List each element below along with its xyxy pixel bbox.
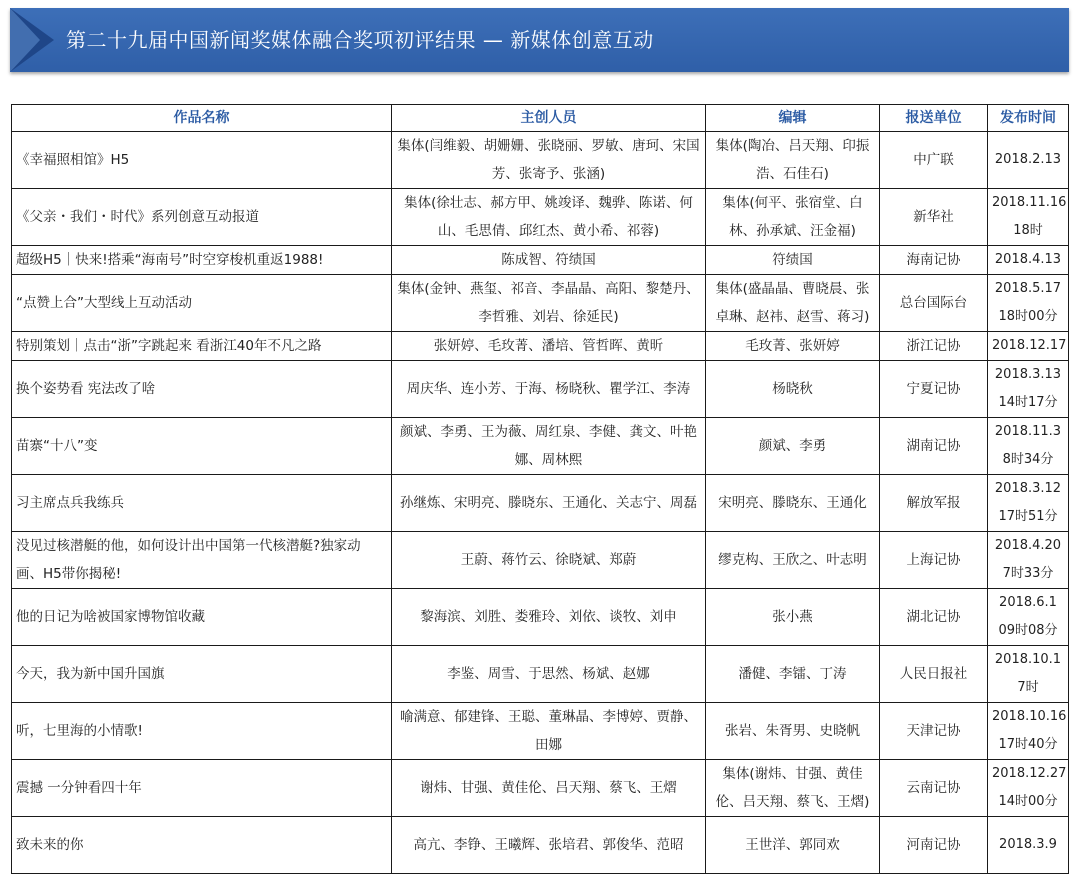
table-row — [12, 332, 1069, 361]
cell-editors: 集体(陶冶、吕天翔、印振浩、石佳石) — [706, 132, 880, 189]
cell-date: 2018.2.13 — [988, 132, 1069, 189]
cell-editors: 缪克构、王欣之、叶志明 — [706, 532, 880, 589]
cell-name: 今天，我为新中国升国旗 — [12, 646, 392, 703]
cell-unit: 总台国际台 — [880, 275, 988, 332]
table-row — [12, 589, 1069, 646]
cell-authors: 喻满意、郁建锋、王聪、董琳晶、李博婷、贾静、田娜 — [392, 703, 706, 760]
table-row — [12, 760, 1069, 817]
cell-unit: 宁夏记协 — [880, 361, 988, 418]
table-row — [12, 475, 1069, 532]
cell-authors: 黎海滨、刘胜、娄雅玲、刘依、谈牧、刘申 — [392, 589, 706, 646]
cell-date: 2018.4.13 — [988, 246, 1069, 275]
column-header-name: 作品名称 — [12, 105, 392, 132]
cell-authors: 周庆华、连小芳、于海、杨晓秋、瞿学江、李涛 — [392, 361, 706, 418]
cell-authors: 高亢、李铮、王曦辉、张培君、郭俊华、范昭 — [392, 817, 706, 874]
table-row — [12, 246, 1069, 275]
cell-editors: 毛玫菁、张妍婷 — [706, 332, 880, 361]
cell-unit: 新华社 — [880, 189, 988, 246]
cell-authors: 集体(金钟、燕玺、祁音、李晶晶、高阳、黎楚丹、李哲雅、刘岩、徐延民) — [392, 275, 706, 332]
cell-date: 2018.3.13 14时17分 — [988, 361, 1069, 418]
cell-unit: 海南记协 — [880, 246, 988, 275]
column-header-date: 发布时间 — [988, 105, 1069, 132]
cell-name: 《父亲・我们・时代》系列创意互动报道 — [12, 189, 392, 246]
table-row — [12, 361, 1069, 418]
cell-name: 听，七里海的小情歌! — [12, 703, 392, 760]
cell-date: 2018.11.16 18时 — [988, 189, 1069, 246]
cell-editors: 张小燕 — [706, 589, 880, 646]
cell-authors: 陈成智、符绩国 — [392, 246, 706, 275]
cell-unit: 解放军报 — [880, 475, 988, 532]
cell-date: 2018.10.1 7时 — [988, 646, 1069, 703]
cell-editors: 集体(何平、张宿堂、白林、孙承斌、汪金福) — [706, 189, 880, 246]
cell-name: 苗寨“十八”变 — [12, 418, 392, 475]
page-title: 第二十九届中国新闻奖媒体融合奖项初评结果 — 新媒体创意互动 — [66, 28, 654, 52]
column-header-authors: 主创人员 — [392, 105, 706, 132]
cell-name: 习主席点兵我练兵 — [12, 475, 392, 532]
results-table — [11, 104, 1069, 874]
cell-unit: 浙江记协 — [880, 332, 988, 361]
cell-name: “点赞上合”大型线上互动活动 — [12, 275, 392, 332]
cell-editors: 潘健、李镭、丁涛 — [706, 646, 880, 703]
cell-editors: 集体(盛晶晶、曹晓晨、张卓琳、赵祎、赵雪、蒋习) — [706, 275, 880, 332]
cell-date: 2018.12.17 — [988, 332, 1069, 361]
table-row — [12, 646, 1069, 703]
cell-date: 2018.12.27 14时00分 — [988, 760, 1069, 817]
cell-authors: 孙继炼、宋明亮、滕晓东、王通化、关志宁、周磊 — [392, 475, 706, 532]
cell-authors: 王蔚、蒋竹云、徐晓斌、郑蔚 — [392, 532, 706, 589]
column-header-editors: 编辑 — [706, 105, 880, 132]
cell-date: 2018.10.16 17时40分 — [988, 703, 1069, 760]
table-header-row — [12, 105, 1069, 132]
cell-unit: 河南记协 — [880, 817, 988, 874]
cell-authors: 集体(徐壮志、郝方甲、姚竣译、魏骅、陈诺、何山、毛思倩、邱红杰、黄小希、祁蓉) — [392, 189, 706, 246]
cell-unit: 上海记协 — [880, 532, 988, 589]
table-row — [12, 189, 1069, 246]
column-header-unit: 报送单位 — [880, 105, 988, 132]
cell-editors: 颜斌、李勇 — [706, 418, 880, 475]
cell-name: 没见过核潜艇的他，如何设计出中国第一代核潜艇?独家动画、H5带你揭秘! — [12, 532, 392, 589]
cell-unit: 湖南记协 — [880, 418, 988, 475]
cell-editors: 宋明亮、滕晓东、王通化 — [706, 475, 880, 532]
cell-date: 2018.3.12 17时51分 — [988, 475, 1069, 532]
cell-authors: 李鉴、周雪、于思然、杨斌、赵娜 — [392, 646, 706, 703]
cell-date: 2018.11.3 8时34分 — [988, 418, 1069, 475]
cell-name: 震撼 一分钟看四十年 — [12, 760, 392, 817]
cell-date: 2018.5.17 18时00分 — [988, 275, 1069, 332]
cell-authors: 谢炜、甘强、黄佳伦、吕天翔、蔡飞、王熠 — [392, 760, 706, 817]
cell-date: 2018.6.1 09时08分 — [988, 589, 1069, 646]
cell-editors: 符绩国 — [706, 246, 880, 275]
cell-authors: 集体(闫维毅、胡姗姗、张晓丽、罗敏、唐珂、宋国芳、张寄予、张涵) — [392, 132, 706, 189]
table-row — [12, 132, 1069, 189]
cell-editors: 杨晓秋 — [706, 361, 880, 418]
cell-authors: 张妍婷、毛玫菁、潘培、管哲晖、黄昕 — [392, 332, 706, 361]
cell-name: 换个姿势看 宪法改了啥 — [12, 361, 392, 418]
cell-unit: 云南记协 — [880, 760, 988, 817]
cell-name: 《幸福照相馆》H5 — [12, 132, 392, 189]
table-row — [12, 532, 1069, 589]
banner-arrow-highlight — [10, 8, 40, 72]
cell-name: 致未来的你 — [12, 817, 392, 874]
cell-authors: 颜斌、李勇、王为薇、周红泉、李健、龚文、叶艳娜、周林熙 — [392, 418, 706, 475]
cell-date: 2018.4.20 7时33分 — [988, 532, 1069, 589]
cell-date: 2018.3.9 — [988, 817, 1069, 874]
cell-name: 超级H5｜快来!搭乘“海南号”时空穿梭机重返1988! — [12, 246, 392, 275]
table-row — [12, 418, 1069, 475]
table-row — [12, 817, 1069, 874]
cell-unit: 湖北记协 — [880, 589, 988, 646]
cell-unit: 人民日报社 — [880, 646, 988, 703]
cell-editors: 张岩、朱胥男、史晓帆 — [706, 703, 880, 760]
table-row — [12, 275, 1069, 332]
cell-editors: 王世洋、郭同欢 — [706, 817, 880, 874]
cell-unit: 中广联 — [880, 132, 988, 189]
table-row — [12, 703, 1069, 760]
cell-unit: 天津记协 — [880, 703, 988, 760]
cell-editors: 集体(谢炜、甘强、黄佳伦、吕天翔、蔡飞、王熠) — [706, 760, 880, 817]
cell-name: 特别策划｜点击“浙”字跳起来 看浙江40年不凡之路 — [12, 332, 392, 361]
cell-name: 他的日记为啥被国家博物馆收藏 — [12, 589, 392, 646]
